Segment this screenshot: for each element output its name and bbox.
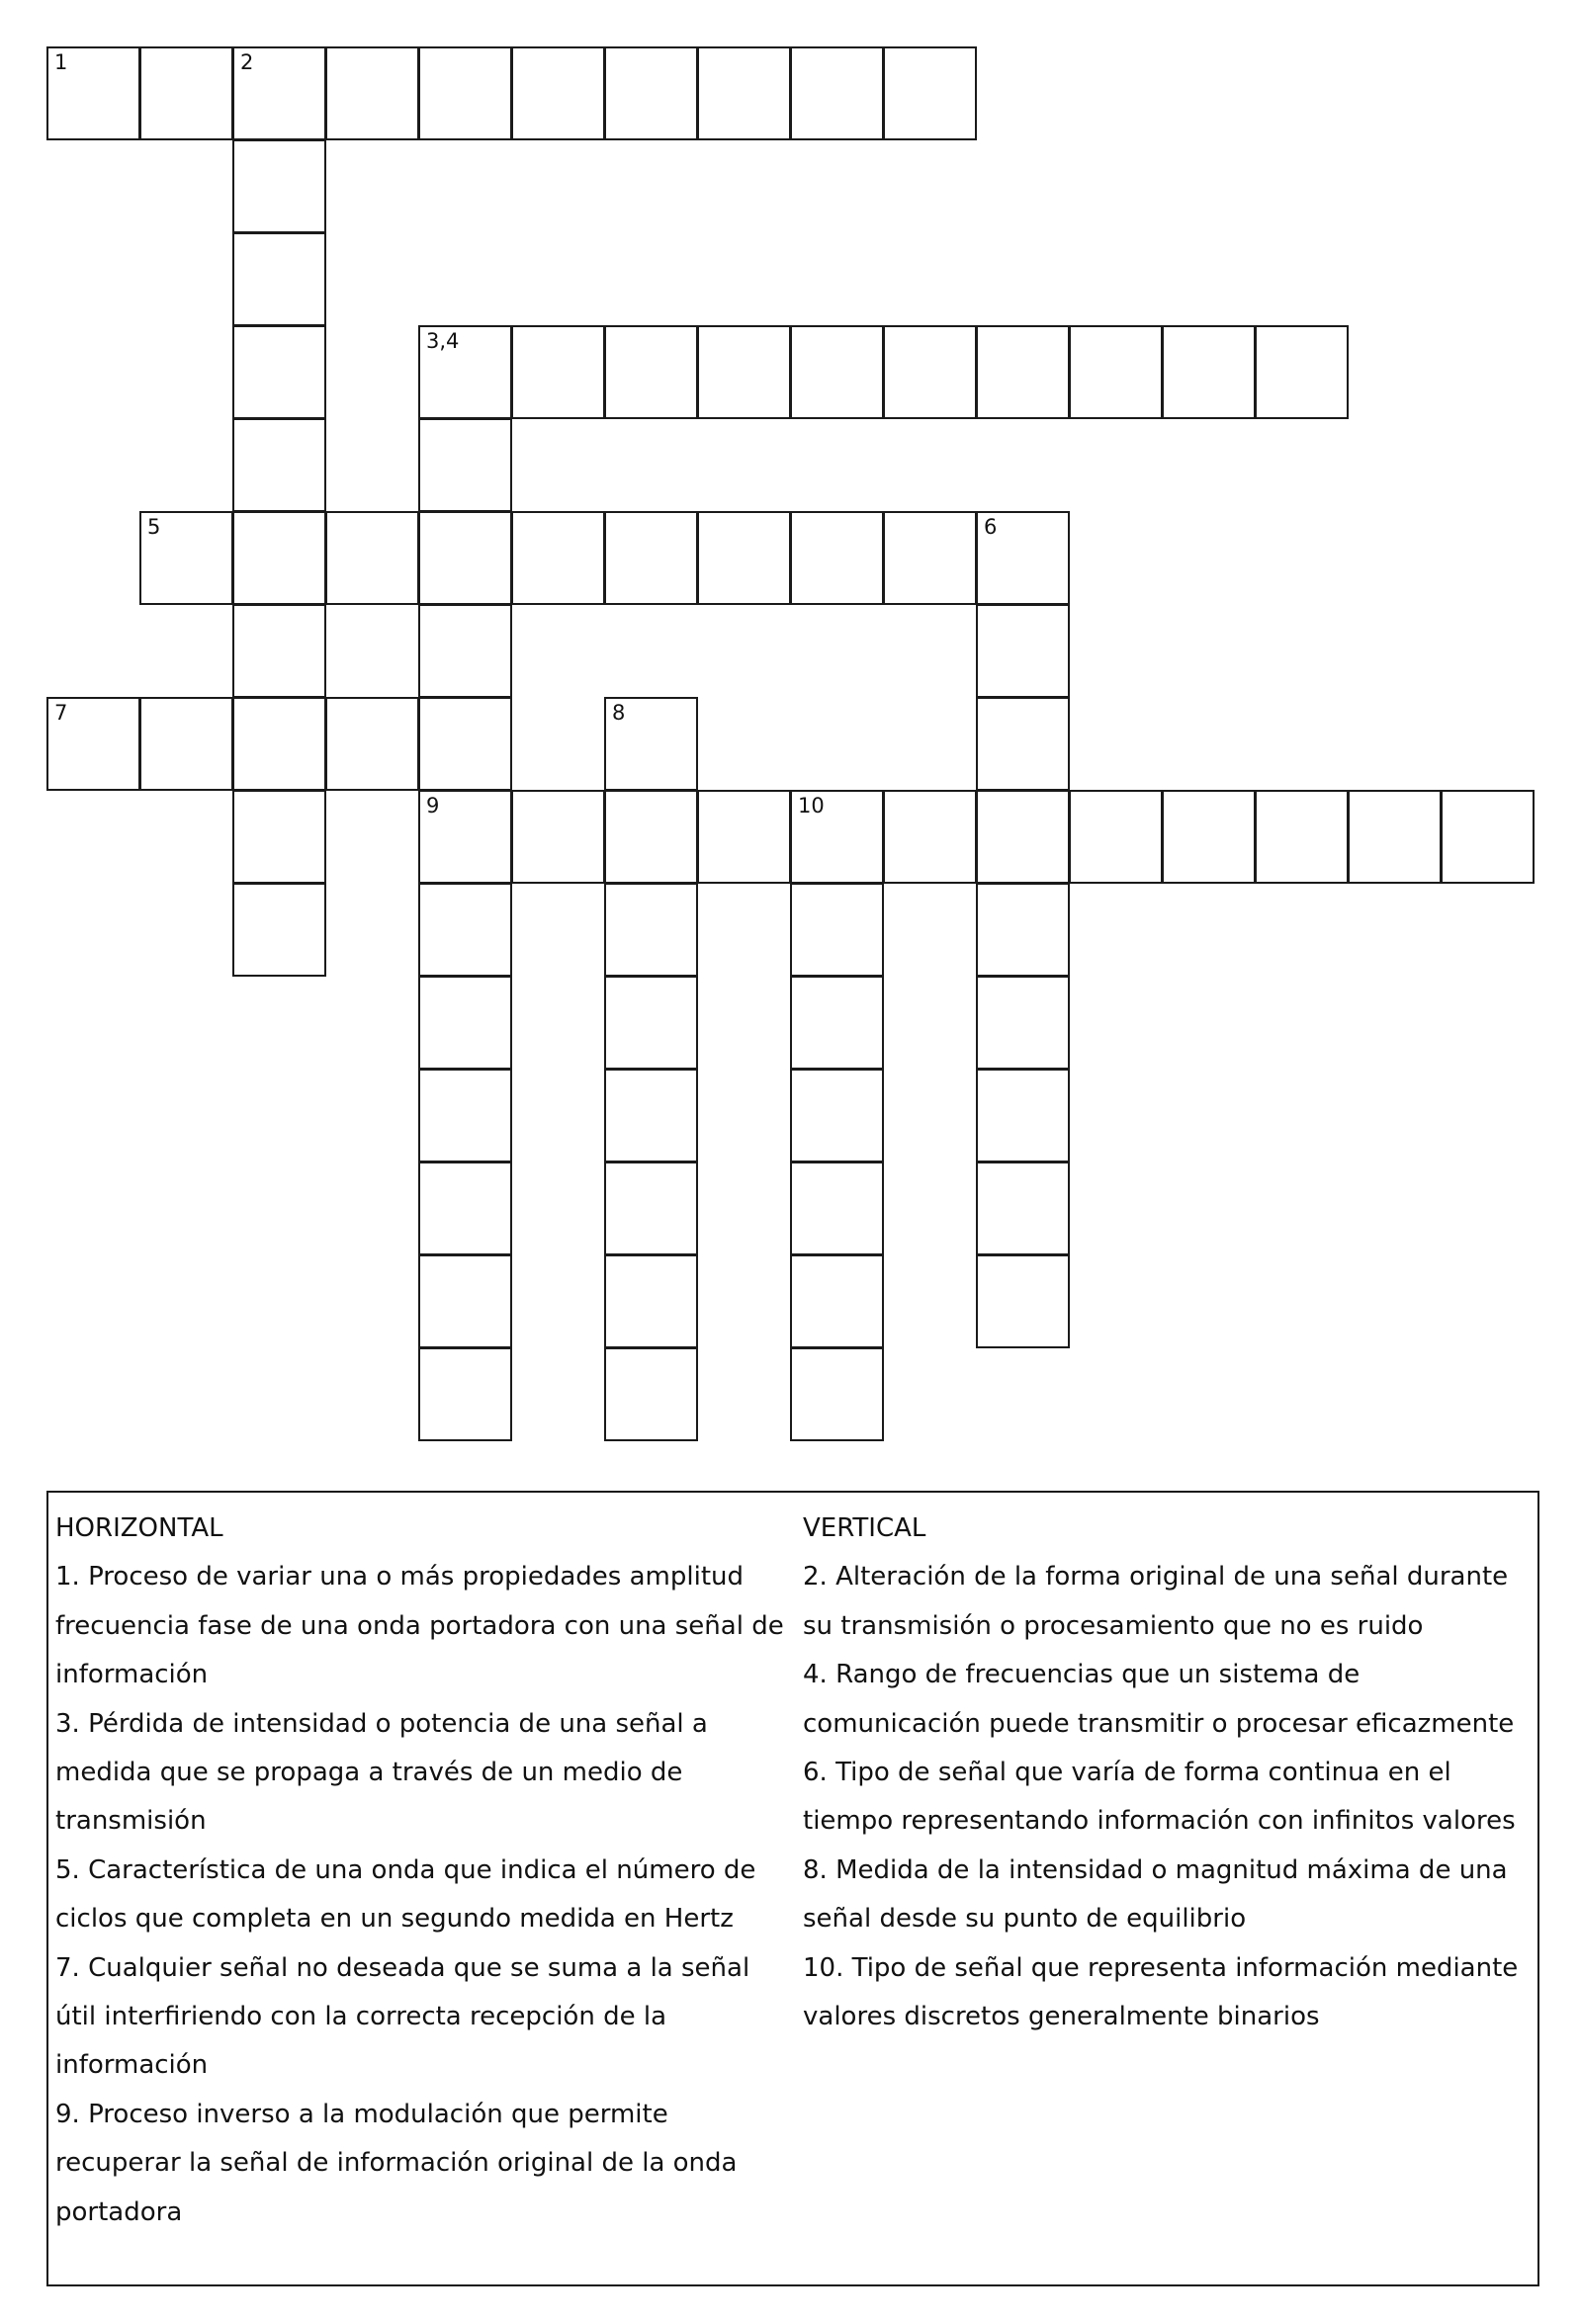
crossword-cell[interactable]	[976, 883, 1070, 977]
crossword-cell[interactable]	[418, 418, 512, 512]
crossword-cell[interactable]	[418, 604, 512, 698]
vertical-clues	[803, 1505, 1535, 2041]
crossword-cell[interactable]	[232, 511, 326, 605]
clue-number: 8	[612, 701, 626, 725]
crossword-cell[interactable]	[604, 511, 698, 605]
crossword-cell[interactable]	[604, 883, 698, 977]
crossword-cell[interactable]	[325, 46, 419, 140]
crossword-cell[interactable]	[511, 790, 605, 884]
clue-horizontal-9: 9. Proceso inverso a la modulación que permite recuperar la señal de información original de la onda portadora	[55, 2099, 738, 2227]
crossword-cell[interactable]	[604, 1347, 698, 1441]
crossword-cell[interactable]	[1441, 790, 1535, 884]
crossword-cell[interactable]	[790, 790, 884, 884]
crossword-cell[interactable]	[604, 976, 698, 1070]
crossword-cell[interactable]	[232, 883, 326, 977]
clue-horizontal-3: 3. Pérdida de intensidad o potencia de una señal a medida que se propaga a través de un medio de transmisión	[55, 1708, 708, 1837]
crossword-cell[interactable]	[604, 1254, 698, 1348]
crossword-cell[interactable]	[418, 976, 512, 1070]
crossword-cell[interactable]	[418, 1254, 512, 1348]
clue-horizontal-5: 5. Característica de una onda que indica el número de ciclos que completa en un segundo medida en Hertz	[55, 1854, 756, 1935]
horizontal-clues	[55, 1505, 792, 2237]
crossword-cell[interactable]	[418, 697, 512, 791]
crossword-cell[interactable]	[976, 325, 1070, 419]
crossword-cell[interactable]	[790, 46, 884, 140]
crossword-cell[interactable]	[1069, 790, 1163, 884]
crossword-cell[interactable]	[976, 697, 1070, 791]
crossword-cell[interactable]	[46, 697, 140, 791]
crossword-cell[interactable]	[1255, 325, 1349, 419]
clue-number: 9	[426, 794, 440, 818]
crossword-cell[interactable]	[1348, 790, 1442, 884]
crossword-cell[interactable]	[604, 1162, 698, 1255]
crossword-cell[interactable]	[790, 511, 884, 605]
clue-horizontal-7: 7. Cualquier señal no deseada que se suma a la señal útil interfiriendo con la correcta recepción de la información	[55, 1952, 750, 2081]
crossword-cell[interactable]	[139, 46, 233, 140]
crossword-cell[interactable]	[139, 697, 233, 791]
clue-vertical-4: 4. Rango de frecuencias que un sistema de comunicación puede transmitir o procesar eficazmente	[803, 1660, 1515, 1739]
crossword-cell[interactable]	[232, 697, 326, 791]
crossword-cell[interactable]	[418, 511, 512, 605]
crossword-cell[interactable]	[418, 46, 512, 140]
clue-number: 3,4	[426, 329, 460, 353]
clue-horizontal-1: 1. Proceso de variar una o más propiedades amplitud frecuencia fase de una onda portadora con una señal de información	[55, 1562, 784, 1690]
crossword-cell[interactable]	[232, 325, 326, 419]
clue-vertical-10: 10. Tipo de señal que representa información mediante valores discretos generalmente binarios	[803, 1952, 1519, 2032]
crossword-cell[interactable]	[511, 511, 605, 605]
clues-box	[46, 1491, 1539, 2286]
crossword-cell[interactable]	[976, 976, 1070, 1070]
clue-number: 5	[147, 515, 161, 539]
crossword-cell[interactable]	[232, 604, 326, 698]
crossword-cell[interactable]	[1162, 790, 1256, 884]
crossword-cell[interactable]	[232, 46, 326, 140]
clue-number: 7	[54, 701, 68, 725]
crossword-cell[interactable]	[232, 139, 326, 233]
crossword-cell[interactable]	[418, 1069, 512, 1162]
crossword-cell[interactable]	[976, 511, 1070, 605]
crossword-cell[interactable]	[790, 1254, 884, 1348]
crossword-cell[interactable]	[139, 511, 233, 605]
clue-vertical-6: 6. Tipo de señal que varía de forma continua en el tiempo representando información con infinitos valores	[803, 1758, 1516, 1837]
crossword-cell[interactable]	[790, 883, 884, 977]
crossword-cell[interactable]	[232, 232, 326, 326]
crossword-cell[interactable]	[232, 790, 326, 884]
crossword-cell[interactable]	[511, 46, 605, 140]
crossword-cell[interactable]	[418, 790, 512, 884]
crossword-cell[interactable]	[46, 46, 140, 140]
clue-number: 6	[984, 515, 998, 539]
crossword-cell[interactable]	[604, 697, 698, 791]
crossword-cell[interactable]	[325, 697, 419, 791]
crossword-cell[interactable]	[976, 1069, 1070, 1162]
crossword-cell[interactable]	[511, 325, 605, 419]
crossword-cell[interactable]	[883, 325, 977, 419]
crossword-cell[interactable]	[883, 46, 977, 140]
vertical-heading: VERTICAL	[803, 1513, 926, 1543]
crossword-cell[interactable]	[604, 325, 698, 419]
crossword-cell[interactable]	[604, 790, 698, 884]
crossword-cell[interactable]	[418, 1162, 512, 1255]
crossword-cell[interactable]	[976, 1254, 1070, 1348]
crossword-cell[interactable]	[883, 511, 977, 605]
crossword-cell[interactable]	[604, 1069, 698, 1162]
crossword-cell[interactable]	[883, 790, 977, 884]
clue-vertical-8: 8. Medida de la intensidad o magnitud máxima de una señal desde su punto de equilibrio	[803, 1854, 1508, 1935]
crossword-cell[interactable]	[697, 511, 791, 605]
crossword-cell[interactable]	[1255, 790, 1349, 884]
crossword-cell[interactable]	[418, 1347, 512, 1441]
crossword-cell[interactable]	[790, 1069, 884, 1162]
clue-vertical-2: 2. Alteración de la forma original de una señal durante su transmisión o procesamiento que no es ruido	[803, 1562, 1509, 1641]
crossword-cell[interactable]	[604, 46, 698, 140]
crossword-cell[interactable]	[418, 325, 512, 419]
crossword-cell[interactable]	[790, 1162, 884, 1255]
crossword-cell[interactable]	[1162, 325, 1256, 419]
crossword-cell[interactable]	[325, 511, 419, 605]
crossword-cell[interactable]	[976, 604, 1070, 698]
crossword-cell[interactable]	[697, 790, 791, 884]
crossword-cell[interactable]	[790, 1347, 884, 1441]
crossword-cell[interactable]	[697, 325, 791, 419]
crossword-cell[interactable]	[976, 790, 1070, 884]
clue-number: 10	[798, 794, 825, 818]
horizontal-heading: HORIZONTAL	[55, 1513, 223, 1543]
crossword-cell[interactable]	[418, 883, 512, 977]
crossword-cell[interactable]	[232, 418, 326, 512]
clue-number: 1	[54, 50, 68, 74]
crossword-cell[interactable]	[976, 1162, 1070, 1255]
clue-number: 2	[240, 50, 254, 74]
crossword-cell[interactable]	[790, 325, 884, 419]
crossword-cell[interactable]	[1069, 325, 1163, 419]
crossword-cell[interactable]	[697, 46, 791, 140]
crossword-cell[interactable]	[790, 976, 884, 1070]
